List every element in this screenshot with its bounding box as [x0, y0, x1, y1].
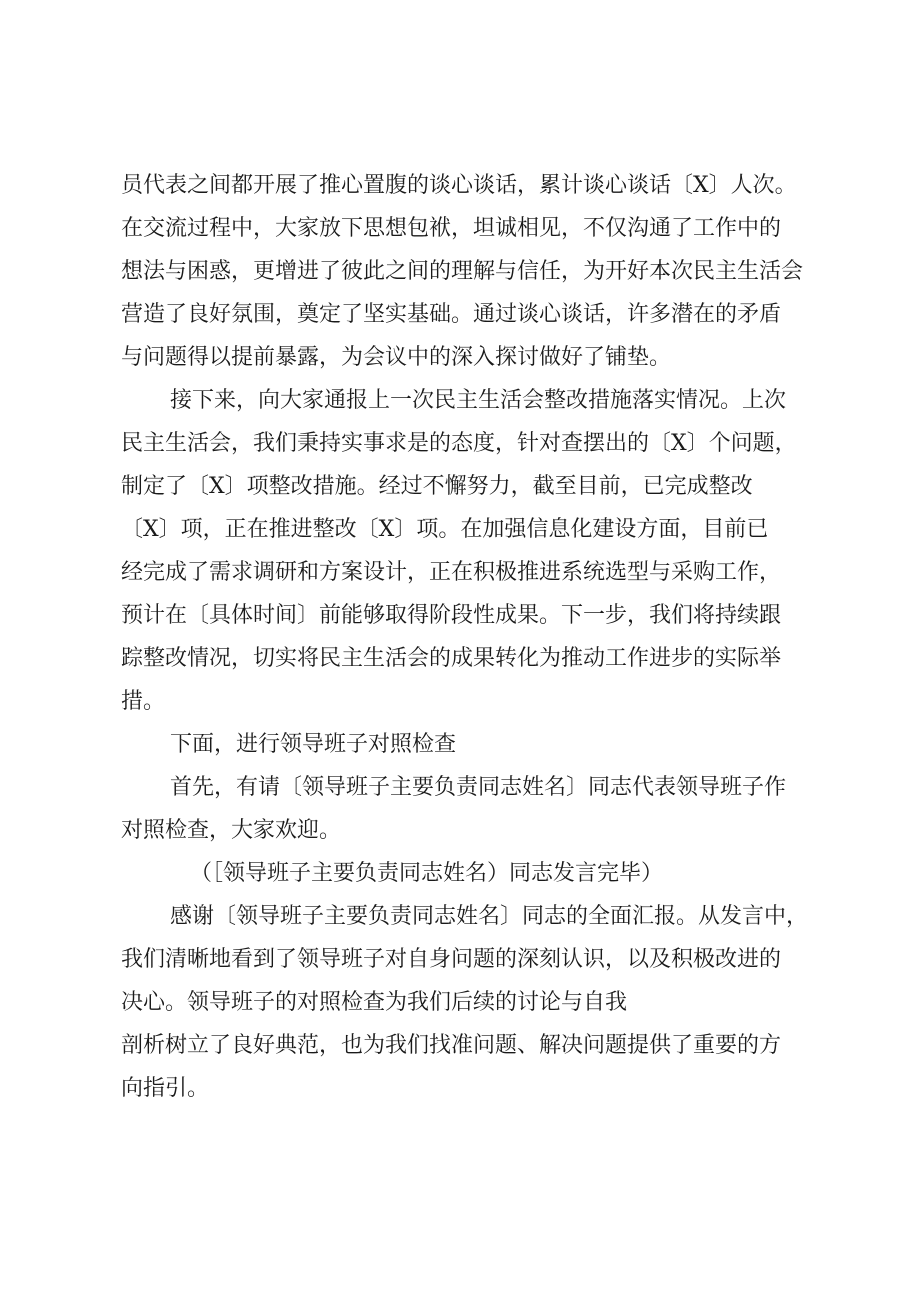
section-heading: 下面，进行领导班子对照检查	[170, 732, 457, 757]
text-line: 首先，有请〔领导班子主要负责同志姓名〕同志代表领导班子作	[170, 775, 787, 800]
text-line: 与问题得以提前暴露，为会议中的深入探讨做好了铺垫。	[121, 345, 672, 370]
text-line: 〔X〕项，正在推进整改〔X〕项。在加强信息化建设方面，目前已	[121, 517, 769, 542]
text-line: 经完成了需求调研和方案设计，正在积极推进系统选型与采购工作，	[121, 560, 782, 585]
text-line: 对照检查，大家欢迎。	[121, 818, 342, 843]
text-line: 民主生活会，我们秉持实事求是的态度，针对查摆出的〔X〕个问题，	[121, 431, 797, 456]
text-line: 决心。领导班子的对照检查为我们后续的讨论与自我	[121, 990, 628, 1015]
text-line: 营造了良好氛围，奠定了坚实基础。通过谈心谈话，许多潜在的矛盾	[121, 302, 782, 327]
text-line: 剖析树立了良好典范，也为我们找准问题、解决问题提供了重要的方	[121, 1033, 782, 1058]
text-line: 感谢〔领导班子主要负责同志姓名〕同志的全面汇报。从发言中，	[170, 904, 809, 929]
text-line: 踪整改情况，切实将民主生活会的成果转化为推动工作进步的实际举	[121, 646, 782, 671]
text-line: 预计在〔具体时间〕前能够取得阶段性成果。下一步，我们将持续跟	[121, 603, 782, 628]
stage-note: （［领导班子主要负责同志姓名）同志发言完毕）	[190, 861, 664, 886]
text-line: 措。	[121, 689, 166, 714]
text-line: 向指引。	[121, 1076, 210, 1101]
text-line: 接下来，向大家通报上一次民主生活会整改措施落实情况。上次	[170, 388, 787, 413]
text-line: 在交流过程中，大家放下思想包袱，坦诚相见，不仅沟通了工作中的	[121, 216, 782, 241]
text-line: 员代表之间都开展了推心置腹的谈心谈话，累计谈心谈话〔X〕人次。	[121, 173, 797, 198]
text-line: 想法与困惑，更增进了彼此之间的理解与信任，为开好本次民主生活会	[121, 259, 804, 284]
text-line: 制定了〔X〕项整改措施。经过不懈努力，截至目前，已完成整改	[121, 474, 753, 499]
text-line: 我们清晰地看到了领导班子对自身问题的深刻认识，以及积极改进的	[121, 947, 782, 972]
